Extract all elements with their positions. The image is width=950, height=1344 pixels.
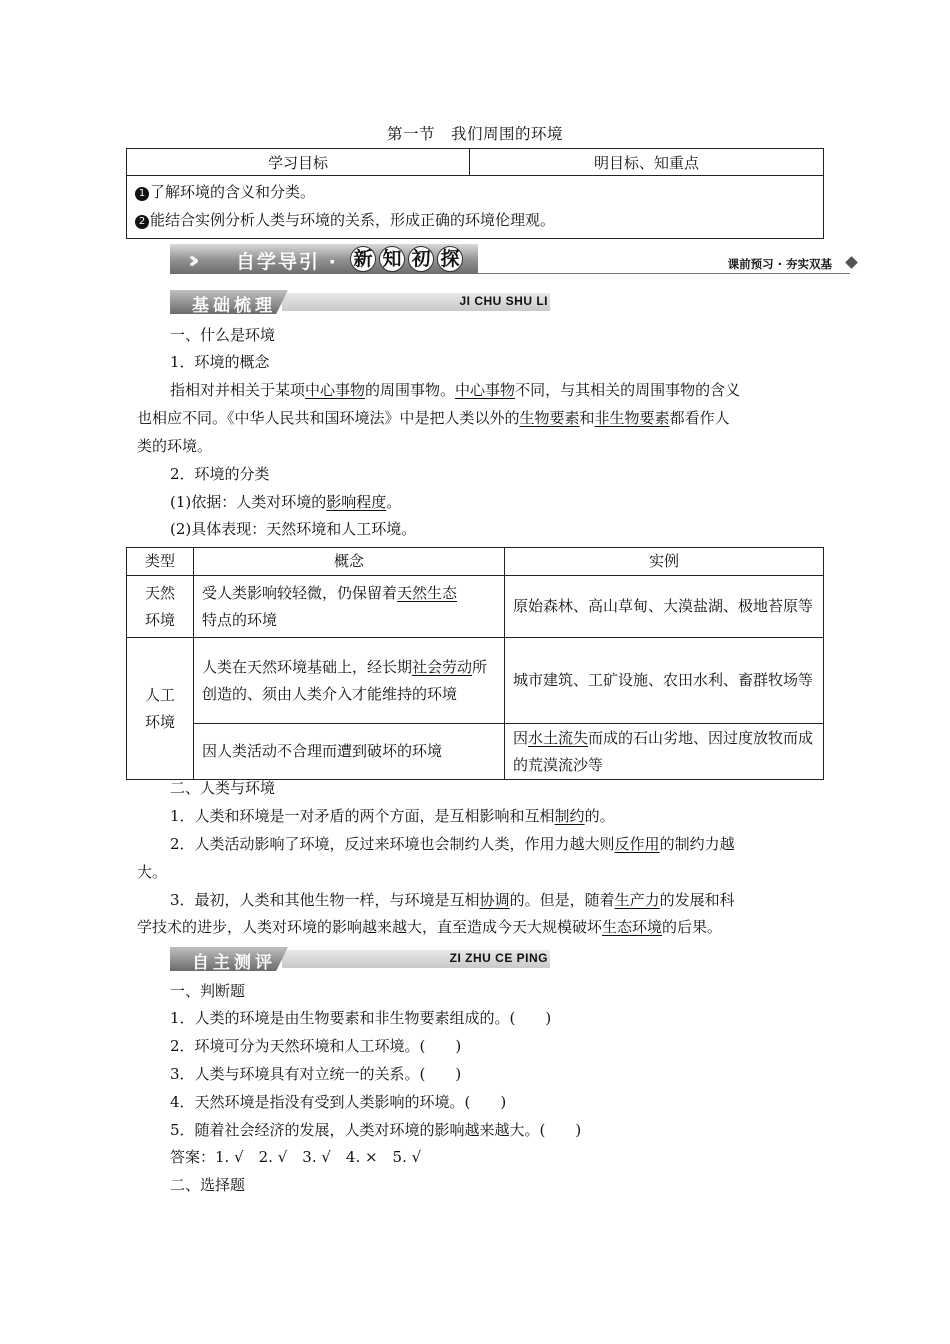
table-cell-example: 城市建筑、工矿设施、农田水利、畜群牧场等 bbox=[505, 638, 824, 724]
banner-subtitle: 新 知 初 探 bbox=[350, 246, 466, 272]
quiz-item: 5．随着社会经济的发展，人类对环境的影响越来越大。( ) bbox=[170, 1121, 582, 1139]
paragraph-line: 1．人类和环境是一对矛盾的两个方面，是互相影响和互相制约的。 bbox=[170, 807, 615, 825]
goals-header-right: 明目标、知重点 bbox=[470, 149, 824, 176]
heading-multiple-choice: 二、选择题 bbox=[170, 1176, 246, 1194]
page-title: 第一节 我们周围的环境 bbox=[386, 125, 563, 143]
banner-title: 自学导引 · bbox=[236, 251, 338, 273]
table-header: 实例 bbox=[505, 548, 824, 576]
number-badge-icon: 1 bbox=[135, 187, 149, 201]
table-cell-concept: 人类在天然环境基础上，经长期社会劳动所创造的、须由人类介入才能维持的环境 bbox=[194, 638, 505, 724]
quiz-item: 3．人类与环境具有对立统一的关系。( ) bbox=[170, 1065, 462, 1083]
section-header-self-test: 自主测评 ZI ZHU CE PING bbox=[170, 947, 550, 971]
heading-human-environment: 二、人类与环境 bbox=[170, 779, 276, 797]
environment-types-table bbox=[126, 547, 824, 780]
detail-line: (2)具体表现：天然环境和人工环境。 bbox=[170, 520, 417, 538]
goal-item: 2 能结合实例分析人类与环境的关系，形成正确的环境伦理观。 bbox=[135, 206, 815, 234]
table-cell-concept: 因人类活动不合理而遭到破坏的环境 bbox=[194, 724, 505, 780]
double-chevron-icon: ›› bbox=[188, 246, 192, 274]
paragraph-line: 学技术的进步，人类对环境的影响越来越大，直至造成今天大规模破坏生态环境的后果。 bbox=[137, 918, 723, 936]
goal-item: 1 了解环境的含义和分类。 bbox=[135, 178, 815, 206]
table-header: 类型 bbox=[127, 548, 194, 576]
banner-right-text: 课前预习 · 夯实双基 bbox=[727, 257, 832, 271]
heading-true-false: 一、判断题 bbox=[170, 982, 246, 1000]
table-cell-type: 人工 环境 bbox=[127, 638, 194, 780]
paragraph-line: 类的环境。 bbox=[137, 437, 213, 455]
paragraph-line: 大。 bbox=[137, 863, 168, 881]
diamond-icon bbox=[845, 256, 858, 269]
paragraph-line: 指相对并相关于某项中心事物的周围事物。中心事物不同，与其相关的周围事物的含义 bbox=[170, 381, 741, 399]
paragraph-line: 2．人类活动影响了环境，反过来环境也会制约人类，作用力越大则反作用的制约力越 bbox=[170, 835, 735, 853]
table-cell-type: 天然 环境 bbox=[127, 576, 194, 638]
quiz-item: 4．天然环境是指没有受到人类影响的环境。( ) bbox=[170, 1093, 507, 1111]
section-header-basics: 基础梳理 JI CHU SHU LI bbox=[170, 290, 550, 314]
table-cell-example: 因水土流失而成的石山劣地、因过度放牧而成的荒漠流沙等 bbox=[505, 724, 824, 780]
table-cell-concept: 受人类影响较轻微，仍保留着天然生态 特点的环境 bbox=[194, 576, 505, 638]
goals-header-left: 学习目标 bbox=[127, 149, 470, 176]
learning-goals-table bbox=[126, 148, 824, 239]
paragraph-line: 3．最初，人类和其他生物一样，与环境是互相协调的。但是，随着生产力的发展和科 bbox=[170, 891, 735, 909]
heading-what-is-environment: 一、什么是环境 bbox=[170, 326, 276, 344]
basis-line: (1)依据：人类对环境的影响程度。 bbox=[170, 493, 402, 511]
section-banner bbox=[170, 244, 858, 276]
quiz-item: 1．人类的环境是由生物要素和非生物要素组成的。( ) bbox=[170, 1009, 552, 1027]
heading-classification: 2．环境的分类 bbox=[170, 465, 270, 483]
table-header: 概念 bbox=[194, 548, 505, 576]
answer-line: 答案：1. √ 2. √ 3. √ 4. × 5. √ bbox=[170, 1148, 422, 1166]
quiz-item: 2．环境可分为天然环境和人工环境。( ) bbox=[170, 1037, 462, 1055]
number-badge-icon: 2 bbox=[135, 215, 149, 229]
paragraph-line: 也相应不同。《中华人民共和国环境法》中是把人类以外的生物要素和非生物要素都看作人 bbox=[137, 409, 730, 427]
heading-concept: 1．环境的概念 bbox=[170, 353, 270, 371]
table-cell-example: 原始森林、高山草甸、大漠盐湖、极地苔原等 bbox=[505, 576, 824, 638]
